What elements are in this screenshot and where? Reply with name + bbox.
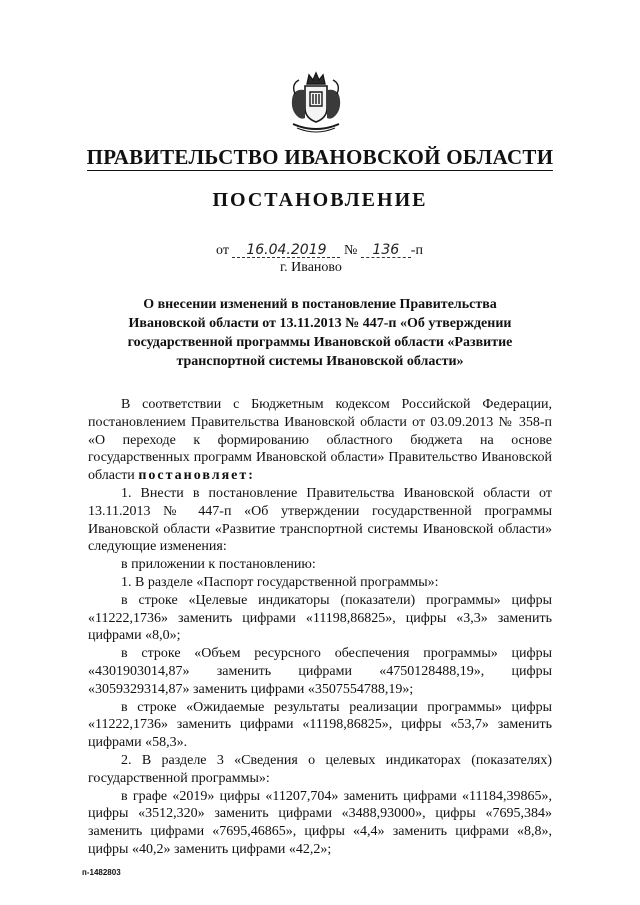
paragraph-5: в строке «Объем ресурсного обеспечения программы» цифры «4301903014,87» заменить цифрами «4750128488,19», цифры «3059329314,87» заменить цифрами «3507554788,19»; [88,646,552,697]
document-body [88,396,552,859]
number-label: № [343,243,358,258]
document-type-heading: ПОСТАНОВЛЕНИЕ [212,189,428,211]
paragraph-1: 1. Внести в постановление Правительства Ивановской области от 13.11.2013 № 447-п «Об утверждении государственной программы Ивановской области «Развитие транспортной системы Ивановской области» следующие изменения: [88,485,552,555]
handwritten-date: 16.04.2019 [232,243,340,258]
document-code: п-1482803 [82,868,121,877]
paragraph-6: в строке «Ожидаемые результаты реализации программы» цифры «11222,1736» заменить цифрами «11198,86825», цифры «53,7» заменить цифрами «58,3». [88,699,552,751]
intro-text: В соответствии с Бюджетным кодексом Российской Федерации, постановлением Правительства Ивановской области от 03.09.2013 № 358-п «О переходе к формированию областного бюджета на основе государственных программ Ивановской области» Правительство Ивановской области [88,397,552,484]
intro-paragraph [88,396,552,485]
paragraph-8: в графе «2019» цифры «11207,704» заменить цифрами «11184,39865», цифры «3512,320» заменить цифрами «3488,93000», цифры «7695,384» заменить цифрами «7695,46865», цифры «4,4» заменить цифрами «8,8», цифры «40,2» заменить цифрами «42,2»; [88,788,552,857]
number-suffix: -п [410,243,423,258]
government-title: ПРАВИТЕЛЬСТВО ИВАНОВСКОЙ ОБЛАСТИ [86,145,554,169]
decree-word: постановляет: [138,468,255,484]
document-subject: О внесении изменений в постановление Правительства Ивановской области от 13.11.2013 № 447-п «Об утверждении государственной программы Ивановской области «Развитие транспортной системы Ивановской области» [127,297,513,369]
date-number-line [216,243,423,259]
coat-of-arms-emblem [287,70,345,136]
handwritten-number: 136 [361,243,411,258]
paragraph-7: 2. В разделе 3 «Сведения о целевых индикаторах (показателях) государственной программы»: [88,752,552,786]
date-prefix: от [216,243,229,258]
paragraph-3: 1. В разделе «Паспорт государственной программы»: [121,574,439,590]
city-line: г. Иваново [280,260,342,275]
paragraph-2: в приложении к постановлению: [121,557,316,573]
paragraph-4: в строке «Целевые индикаторы (показатели) программы» цифры «11222,1736» заменить цифрами «11198,86825», цифры «3,3» заменить цифрами «8,0»; [88,592,552,644]
